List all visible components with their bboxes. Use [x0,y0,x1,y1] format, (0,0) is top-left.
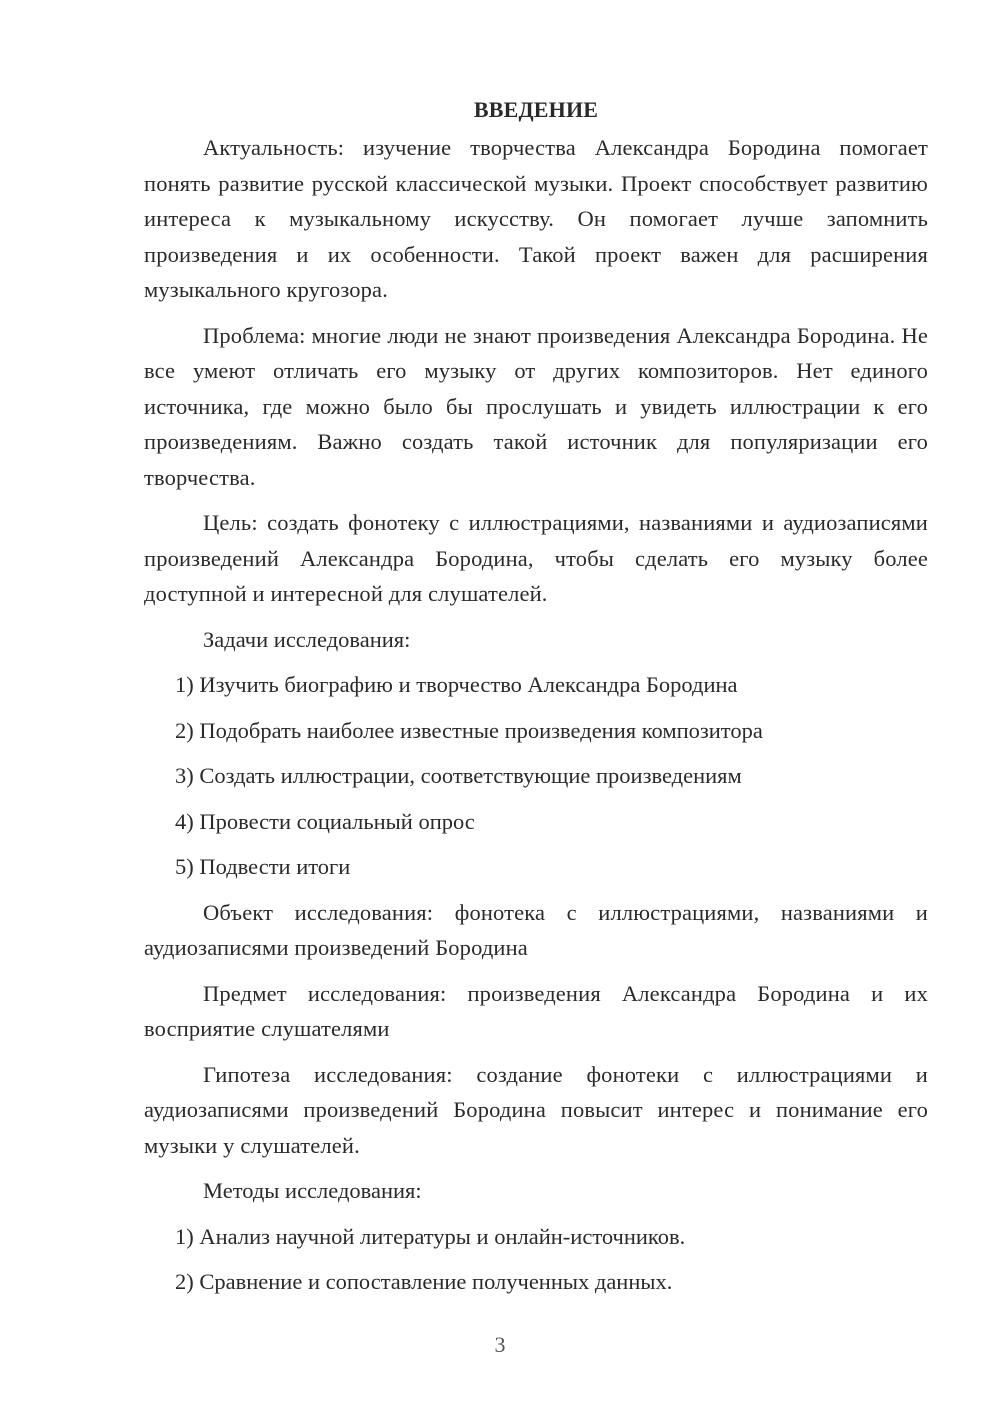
list-item: 2) Подобрать наиболее известные произведения композитора [175,717,763,743]
page-number: 3 [494,1332,506,1357]
page-title: ВВЕДЕНИЕ [473,97,599,122]
list-item: 4) Провести социальный опрос [175,808,475,834]
list-item: 5) Подвести итоги [175,854,351,879]
methods-list [144,1219,928,1300]
document-page [144,92,928,1310]
hypothesis-paragraph: Гипотеза исследования: создание фонотеки с иллюстрациями и аудиозаписями произведений Бородина повысит интерес и понимание его музыки у слушателей. [144,1061,928,1158]
problem-paragraph: Проблема: многие люди не знают произведения Александра Бородина. Не все умеют отличать его музыку от других композиторов. Нет единого источника, где можно было бы прослушать и увидеть иллюстрации к его произведениям. Важно создать такой источник для популяризации его творчества. [144,322,928,490]
object-paragraph: Объект исследования: фонотека с иллюстрациями, названиями и аудиозаписями произведений Бородина [144,899,928,960]
relevance-paragraph: Актуальность: изучение творчества Александра Бородина помогает понять развитие русской классической музыки. Проект способствует развитию интереса к музыкальному искусству. Он помогает лучше запомнить произведения и их особенности. Такой проект важен для расширения музыкального кругозора. [144,135,928,302]
list-item: 1) Изучить биографию и творчество Александра Бородина [175,672,738,697]
list-item: 2) Сравнение и сопоставление полученных данных. [175,1269,673,1294]
goal-paragraph: Цель: создать фонотеку с иллюстрациями, названиями и аудиозаписями произведений Александра Бородина, чтобы сделать его музыку более доступной и интересной для слушателей. [144,510,928,606]
list-item: 3) Создать иллюстрации, соответствующие произведениям [175,763,742,788]
methods-heading: Методы исследования: [203,1178,422,1203]
tasks-list [144,667,928,885]
tasks-heading: Задачи исследования: [203,626,411,652]
subject-paragraph: Предмет исследования: произведения Александра Бородина и их восприятие слушателями [144,980,928,1041]
list-item: 1) Анализ научной литературы и онлайн-источников. [175,1223,686,1249]
